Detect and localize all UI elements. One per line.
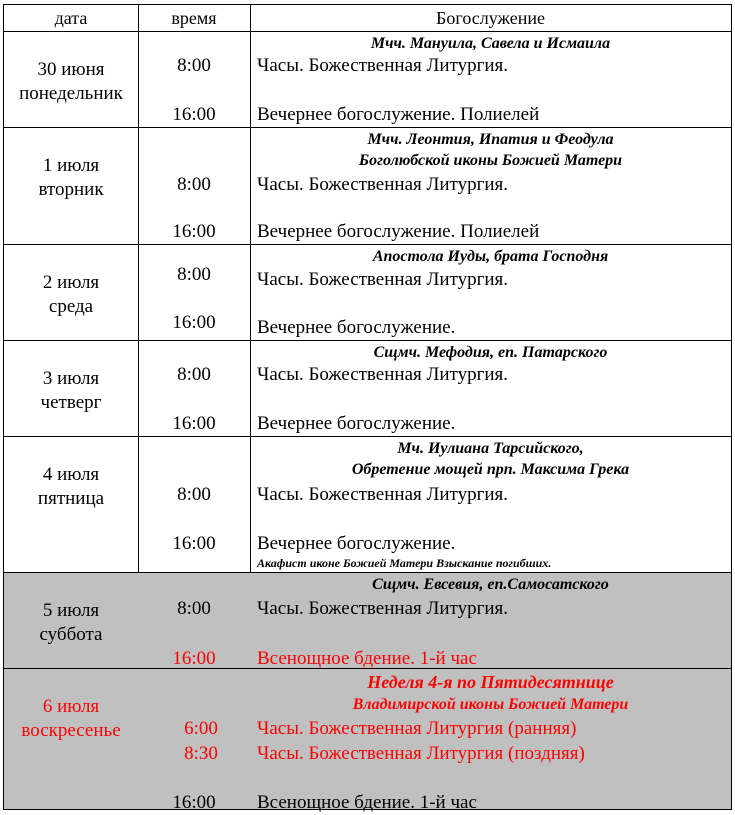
service-name: Часы. Божественная Литургия.	[257, 55, 509, 76]
date-label: 4 июля	[42, 464, 100, 485]
schedule-table	[3, 4, 732, 813]
day-date	[4, 463, 138, 511]
service-time: 16:00	[172, 792, 216, 813]
service-name: Всенощное бдение. 1-й час	[257, 648, 477, 669]
date-label: 6 июля	[42, 696, 100, 717]
service-name: Вечернее богослужение. Полиелей	[257, 104, 540, 125]
day-date	[4, 695, 138, 743]
day-date	[4, 367, 138, 415]
service-time: 16:00	[172, 413, 216, 434]
header-row	[4, 5, 731, 32]
saint-line: Мч. Иулиана Тарсийского,	[397, 440, 584, 457]
date-label: 30 июня	[37, 59, 105, 80]
date-label: 1 июля	[42, 155, 100, 176]
service-name: Часы. Божественная Литургия.	[257, 174, 509, 195]
service-name: Часы. Божественная Литургия (ранняя)	[257, 718, 577, 739]
date-label: 5 июля	[42, 600, 100, 621]
service-time: 8:30	[184, 743, 218, 764]
day-date	[4, 271, 138, 319]
saint-line: Боголюбской иконы Божией Матери	[358, 152, 623, 169]
weekday-label: среда	[48, 296, 94, 317]
day-row	[4, 341, 731, 437]
day-date	[4, 58, 138, 106]
day-row	[4, 669, 731, 813]
service-time: 6:00	[184, 718, 218, 739]
date-label: 3 июля	[42, 368, 100, 389]
service-time: 8:00	[177, 174, 211, 195]
saint-line: Мчч. Мануила, Савела и Исмаила	[370, 35, 611, 52]
weekday-label: вторник	[38, 179, 104, 200]
service-name: Часы. Божественная Литургия.	[257, 364, 509, 385]
day-date	[4, 599, 138, 647]
service-time: 8:00	[177, 598, 211, 619]
header-date: дата	[54, 8, 88, 28]
header-time: время	[171, 8, 217, 28]
saint-line: Неделя 4-я по Пятидесятнице	[367, 672, 614, 692]
weekday-label: воскресенье	[21, 720, 121, 741]
saint-line: Владимирской иконы Божией Матери	[352, 696, 629, 713]
service-name: Часы. Божественная Литургия (поздняя)	[257, 743, 585, 764]
service-time: 8:00	[177, 55, 211, 76]
day-date	[4, 154, 138, 202]
header-service: Богослужение	[436, 8, 545, 28]
day-row	[4, 437, 731, 573]
service-name: Всенощное бдение. 1-й час	[257, 792, 477, 813]
saint-line: Сщмч. Мефодия, еп. Патарского	[373, 344, 608, 361]
day-row	[4, 573, 731, 669]
saint-line: Мчч. Леонтия, Ипатия и Феодула	[367, 131, 614, 148]
date-label: 2 июля	[42, 272, 100, 293]
day-row	[4, 245, 731, 341]
service-time: 16:00	[172, 104, 216, 125]
saint-line: Сщмч. Евсевия, еп.Самосатского	[372, 576, 609, 593]
weekday-label: пятница	[37, 488, 105, 509]
service-name: Часы. Божественная Литургия.	[257, 598, 509, 619]
day-row	[4, 32, 731, 128]
weekday-label: понедельник	[19, 83, 123, 104]
service-name: Вечернее богослужение.	[257, 413, 456, 434]
service-name: Вечернее богослужение. Полиелей	[257, 221, 540, 242]
service-time: 16:00	[172, 533, 216, 554]
service-time: 8:00	[177, 484, 211, 505]
service-time: 16:00	[172, 648, 216, 669]
akathist-note: Акафист иконе Божией Матери Взыскание погибших.	[257, 556, 552, 570]
service-time: 16:00	[172, 312, 216, 333]
weekday-label: четверг	[40, 392, 102, 413]
saint-line: Апостола Иуды, брата Господня	[372, 248, 609, 265]
service-time: 8:00	[177, 264, 211, 285]
day-row	[4, 128, 731, 245]
service-name: Часы. Божественная Литургия.	[257, 484, 509, 505]
service-name: Вечернее богослужение.	[257, 533, 456, 554]
service-time: 8:00	[177, 364, 211, 385]
service-time: 16:00	[172, 221, 216, 242]
service-name: Часы. Божественная Литургия.	[257, 269, 509, 290]
saint-line: Обретение мощей прп. Максима Грека	[351, 461, 630, 478]
service-name: Вечернее богослужение.	[257, 317, 456, 338]
weekday-label: суббота	[39, 624, 103, 645]
